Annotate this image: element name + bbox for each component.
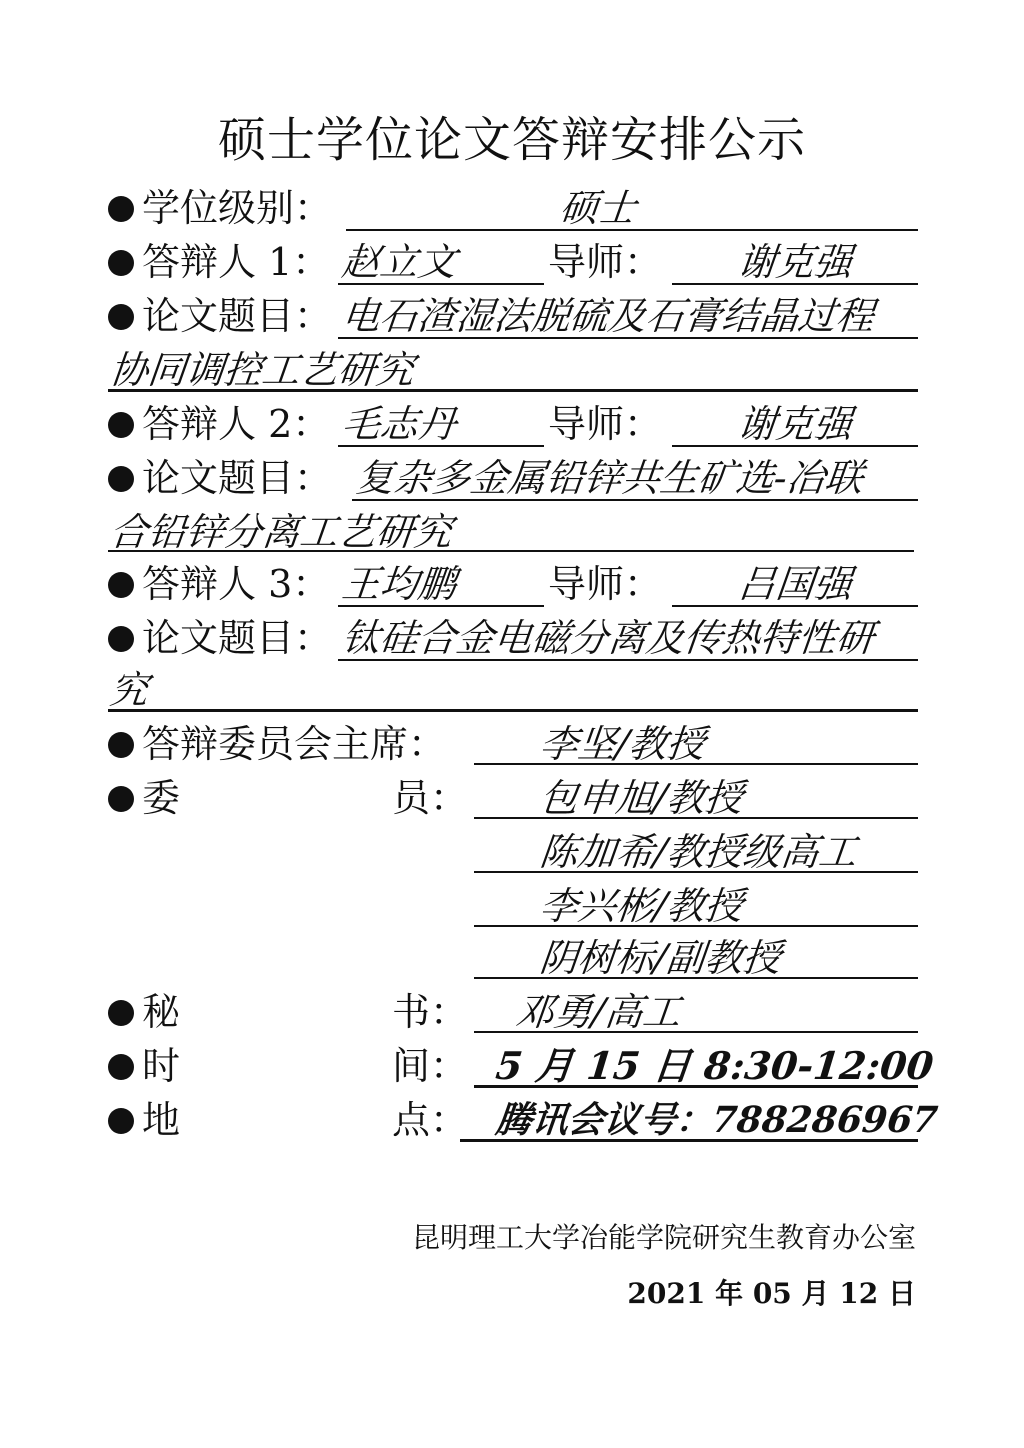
underline [352, 499, 918, 501]
underline [338, 659, 918, 661]
underline [474, 1031, 918, 1033]
underline [338, 445, 544, 447]
committee-members-row [0, 772, 1024, 828]
secretary-label-char1: 秘 [142, 990, 181, 1034]
members-label-char1: 委 [142, 776, 181, 820]
place-label-char2: 点： [392, 1098, 469, 1142]
underline [474, 763, 918, 765]
underline [672, 445, 918, 447]
committee-chair-label: 答辩委员会主席： [142, 722, 447, 766]
student-name: 赵立文 [339, 240, 459, 284]
thesis-label: 论文题目： [142, 294, 333, 338]
members-label-char2: 员： [392, 776, 469, 820]
bullet-icon [108, 626, 134, 652]
thesis-title-line1: 复杂多金属铅锌共生矿选-冶联 [353, 456, 866, 500]
underline [474, 871, 918, 873]
defense-2-thesis-row-2 [0, 506, 1024, 562]
place-row [0, 1094, 1024, 1150]
bullet-icon [108, 1054, 134, 1080]
underline [108, 389, 918, 392]
advisor-label: 导师： [548, 240, 663, 284]
issue-date: 2021 年 05 月 12 日 [627, 1277, 916, 1310]
defense-3-thesis-row-2 [0, 664, 1024, 720]
secretary-value: 邓勇/高工 [513, 990, 684, 1034]
committee-member: 包申旭/教授 [537, 776, 746, 820]
time-label-char2: 间： [392, 1044, 469, 1088]
student-label: 答辩人 1： [142, 240, 331, 284]
underline [108, 550, 914, 552]
degree-label: 学位级别： [142, 186, 333, 230]
place-value: 腾讯会议号：788286967 [493, 1099, 940, 1141]
underline [474, 1085, 918, 1088]
underline [346, 229, 918, 231]
bullet-icon [108, 304, 134, 330]
defense-3-thesis-row [0, 612, 1024, 668]
bullet-icon [108, 196, 134, 222]
student-label: 答辩人 3： [142, 562, 331, 606]
thesis-title-line1: 钛硅合金电磁分离及传热特性研 [339, 616, 877, 660]
bullet-icon [108, 466, 134, 492]
thesis-label: 论文题目： [142, 456, 333, 500]
committee-chair-value: 李坚/教授 [537, 722, 708, 766]
bullet-icon [108, 786, 134, 812]
defense-1-thesis-row [0, 290, 1024, 346]
underline [474, 925, 918, 927]
degree-row [0, 182, 1024, 238]
thesis-label: 论文题目： [142, 616, 333, 660]
thesis-title-line2: 协同调控工艺研究 [107, 348, 417, 392]
advisor-label: 导师： [548, 402, 663, 446]
student-name: 毛志丹 [339, 402, 459, 446]
committee-member: 陈加希/教授级高工 [537, 830, 860, 874]
time-label-char1: 时 [142, 1044, 181, 1088]
bullet-icon [108, 1108, 134, 1134]
underline [474, 977, 918, 979]
bullet-icon [108, 250, 134, 276]
defense-2-thesis-row [0, 452, 1024, 508]
advisor-name: 吕国强 [735, 562, 855, 606]
time-row [0, 1040, 1024, 1096]
underline [338, 337, 918, 339]
page-title: 硕士学位论文答辩安排公示 [217, 112, 806, 168]
defense-3-student-row [0, 558, 1024, 614]
bullet-icon [108, 1000, 134, 1026]
secretary-row [0, 986, 1024, 1042]
advisor-name: 谢克强 [735, 402, 855, 446]
defense-1-thesis-row-2 [0, 344, 1024, 400]
committee-members-row [0, 826, 1024, 882]
underline [108, 709, 918, 712]
committee-member: 阴树标/副教授 [537, 936, 784, 980]
thesis-title-line2: 究 [107, 668, 151, 712]
bullet-icon [108, 412, 134, 438]
committee-member: 李兴彬/教授 [537, 884, 746, 928]
underline [474, 817, 918, 819]
advisor-name: 谢克强 [735, 240, 855, 284]
degree-value: 硕士 [557, 186, 639, 230]
committee-chair-row [0, 718, 1024, 774]
student-name: 王均鹏 [339, 562, 459, 606]
bullet-icon [108, 732, 134, 758]
underline [460, 1139, 918, 1142]
defense-2-student-row [0, 398, 1024, 454]
issuing-office: 昆明理工大学冶能学院研究生教育办公室 [411, 1221, 916, 1254]
time-value: 5 月 15 日 8:30-12:00 [493, 1043, 936, 1088]
underline [672, 605, 918, 607]
advisor-label: 导师： [548, 562, 663, 606]
place-label-char1: 地 [142, 1098, 181, 1142]
committee-members-row [0, 880, 1024, 936]
underline [672, 283, 918, 285]
bullet-icon [108, 572, 134, 598]
thesis-title-line1: 电石渣湿法脱硫及石膏结晶过程 [339, 294, 877, 338]
committee-members-row [0, 932, 1024, 988]
underline [338, 283, 544, 285]
underline [338, 605, 544, 607]
student-label: 答辩人 2： [142, 402, 331, 446]
secretary-label-char2: 书： [392, 990, 469, 1034]
defense-1-student-row [0, 236, 1024, 292]
thesis-title-line2: 合铅锌分离工艺研究 [107, 510, 455, 554]
